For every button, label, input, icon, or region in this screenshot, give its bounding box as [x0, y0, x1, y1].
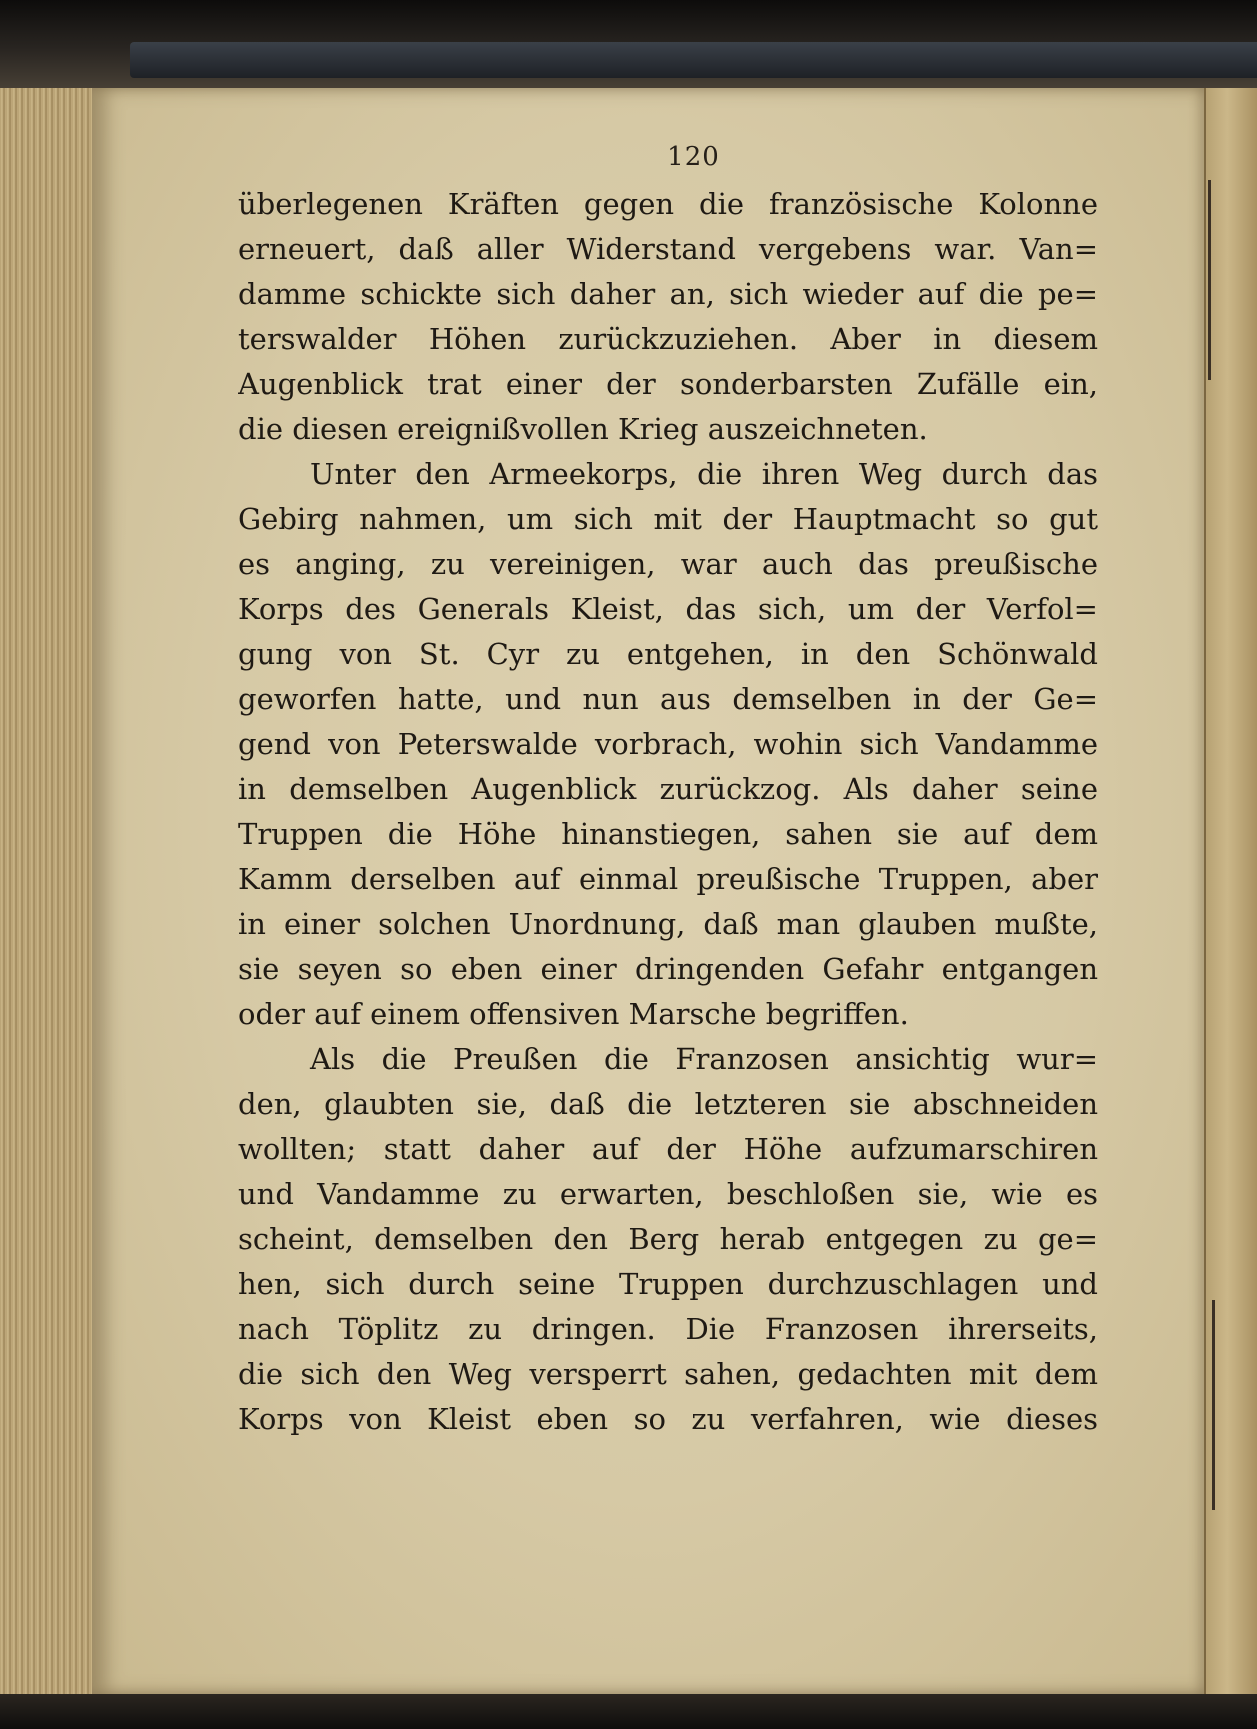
page-edges-left: [0, 88, 98, 1700]
page-number: 120: [667, 142, 720, 172]
text-line: es anging, zu vereinigen, war auch das preußische: [238, 547, 1098, 581]
text-line: damme schickte sich daher an, sich wieder auf die pe=: [238, 277, 1098, 311]
text-line: sie seyen so eben einer dringenden Gefahr entgangen: [238, 952, 1098, 986]
text-line: die sich den Weg versperrt sahen, gedachten mit dem: [238, 1357, 1098, 1391]
text-line: wollten; statt daher auf der Höhe aufzumarschiren: [238, 1132, 1098, 1166]
text-line: oder auf einem offensiven Marsche begriffen.: [238, 997, 909, 1031]
text-line: Augenblick trat einer der sonderbarsten Zufälle ein,: [238, 367, 1098, 401]
text-line: den, glaubten sie, daß die letzteren sie abschneiden: [238, 1087, 1098, 1121]
margin-mark: [1208, 180, 1211, 380]
text-line: nach Töplitz zu dringen. Die Franzosen ihrerseits,: [238, 1312, 1098, 1346]
text-line: überlegenen Kräften gegen die französische Kolonne: [238, 187, 1098, 221]
text-line: in demselben Augenblick zurückzog. Als daher seine: [238, 772, 1098, 806]
text-line: Korps von Kleist eben so zu verfahren, wie dieses: [238, 1402, 1098, 1436]
text-line: Gebirg nahmen, um sich mit der Hauptmacht so gut: [238, 502, 1098, 536]
text-line: terswalder Höhen zurückzuziehen. Aber in diesem: [238, 322, 1098, 356]
text-line: die diesen ereignißvollen Krieg auszeichneten.: [238, 412, 928, 446]
text-line: hen, sich durch seine Truppen durchzuschlagen und: [238, 1267, 1098, 1301]
book-cover-band: [130, 42, 1257, 78]
text-line: Unter den Armeekorps, die ihren Weg durch das: [310, 457, 1098, 491]
margin-mark: [1212, 1300, 1215, 1510]
text-line: Kamm derselben auf einmal preußische Truppen, aber: [238, 862, 1098, 896]
text-line: und Vandamme zu erwarten, beschloßen sie, wie es: [238, 1177, 1098, 1211]
text-line: gend von Peterswalde vorbrach, wohin sich Vandamme: [238, 727, 1098, 761]
text-line: Als die Preußen die Franzosen ansichtig wur=: [310, 1042, 1098, 1076]
text-line: in einer solchen Unordnung, daß man glauben mußte,: [238, 907, 1098, 941]
text-line: Korps des Generals Kleist, das sich, um der Verfol=: [238, 592, 1098, 626]
text-line: erneuert, daß aller Widerstand vergebens war. Van=: [238, 232, 1098, 266]
bottom-shadow: [0, 1694, 1257, 1729]
body-text: [238, 182, 1098, 1442]
text-line: gung von St. Cyr zu entgehen, in den Schönwald: [238, 637, 1098, 671]
text-line: geworfen hatte, und nun aus demselben in der Ge=: [238, 682, 1098, 716]
text-line: scheint, demselben den Berg herab entgegen zu ge=: [238, 1222, 1098, 1256]
text-line: Truppen die Höhe hinanstiegen, sahen sie auf dem: [238, 817, 1098, 851]
